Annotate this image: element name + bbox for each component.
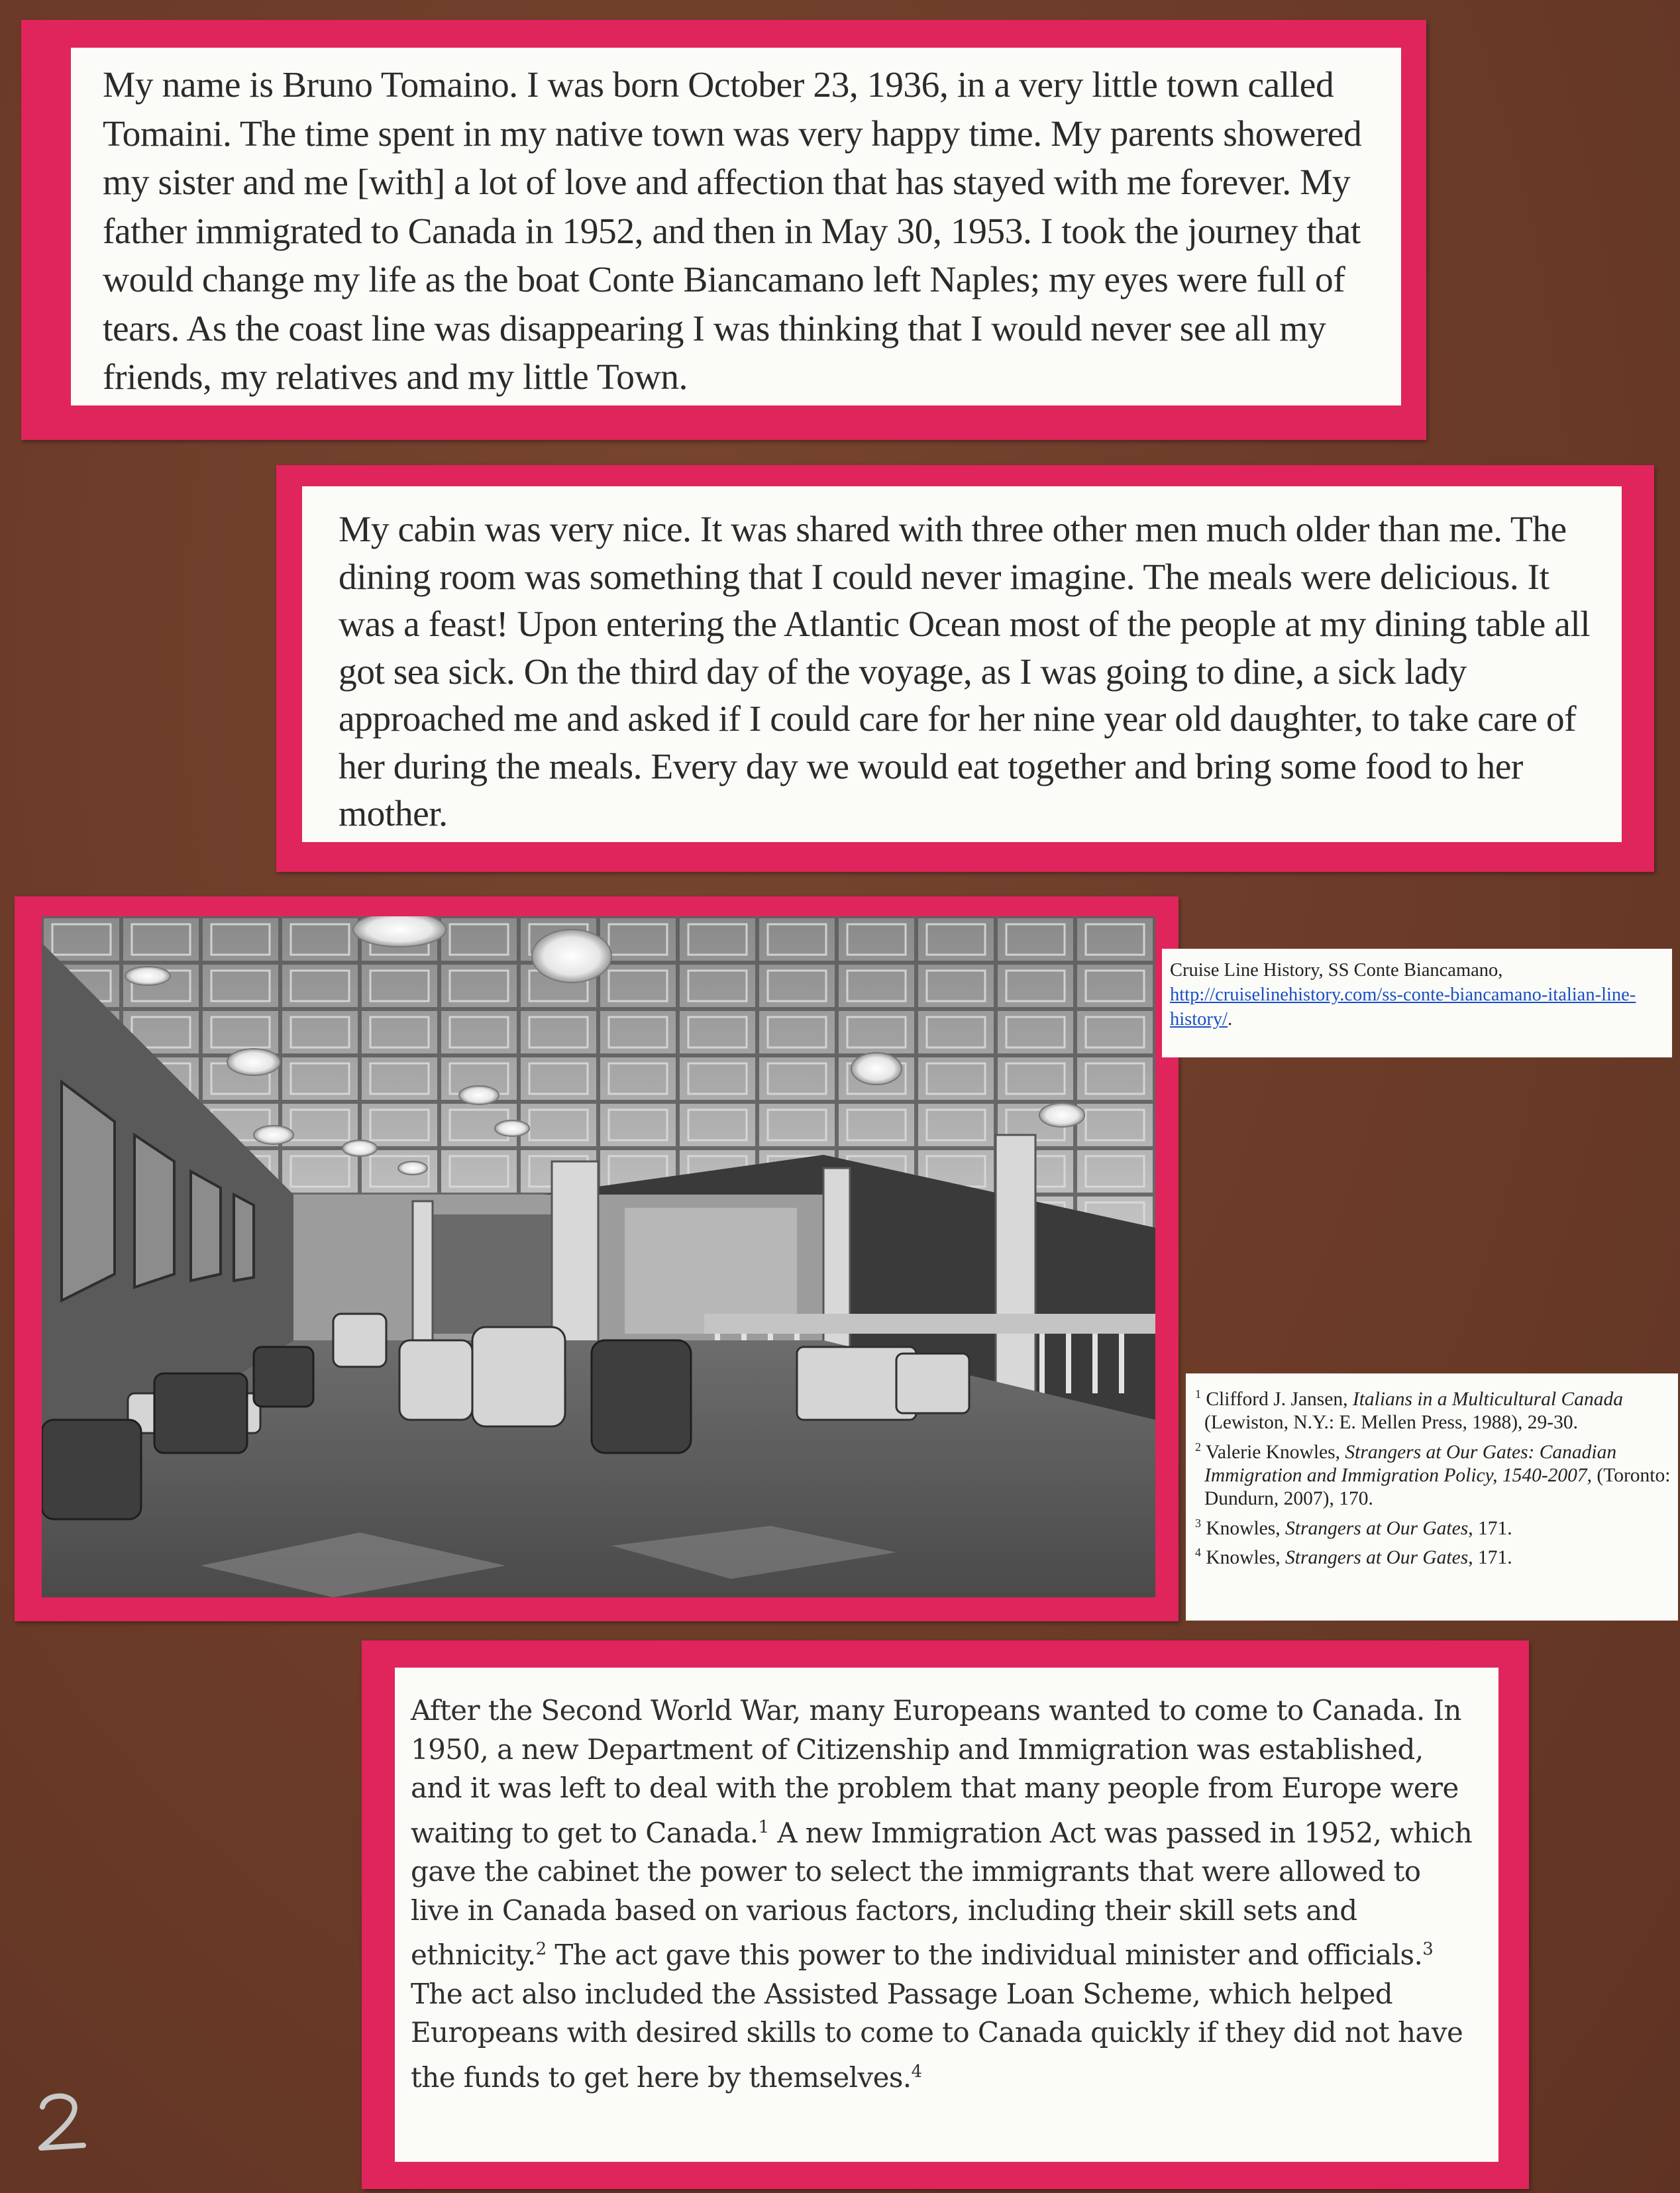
page-number	[30, 2087, 97, 2160]
caption-link[interactable]: http://cruiselinehistory.com/ss-conte-biancamano-italian-line-history/	[1170, 985, 1636, 1030]
dining-room-photo	[42, 916, 1155, 1597]
caption-suffix: .	[1228, 1009, 1233, 1030]
panel-1-card	[71, 48, 1401, 405]
panel-1-text: My name is Bruno Tomaino. I was born October 23, 1936, in a very little town called Tomaini. The time spent in my native town was very happy time. My parents showered my sister and me [with] a lot of love and affection that has stayed with me forever. My father immigrated to Canada in 1952, and then in May 30, 1953. I took the journey that would change my life as the boat Conte Biancamano left Naples; my eyes were full of tears. As the coast line was disappearing I was thinking that I would never see all my friends, my relatives and my little Town.	[103, 65, 1362, 398]
dining-room-illustration	[42, 916, 1155, 1597]
footnote-3: $^3$ Knowles, Strangers at Our Gates, 171.	[1195, 1516, 1512, 1539]
photo-caption	[1162, 949, 1672, 1057]
panel-2-card	[302, 486, 1622, 842]
footnote-2: $^2$ Valerie Knowles, Strangers at Our Gates: Canadian Immigration and Immigration Policy, 1540-2007, (Toronto: Dundurn, 2007), 170.	[1195, 1440, 1671, 1509]
panel-2-text: My cabin was very nice. It was shared with three other men much older than me. The dining room was something that I could never imagine. The meals were delicious. It was a feast! Upon entering the Atlantic Ocean most of the people at my dining table all got sea sick. On the third day of the voyage, as I was going to dine, a sick lady approached me and asked if I could care for her nine year old daughter, to take care of her during the meals. Every day we would eat together and bring some food to her mother.	[339, 509, 1591, 834]
footnote-1: $^1$ Clifford J. Jansen, Italians in a Multicultural Canada (Lewiston, N.Y.: E. Mellen Press, 1988), 29-30.	[1195, 1387, 1623, 1433]
caption-prefix: Cruise Line History, SS Conte Biancamano,	[1170, 960, 1503, 981]
panel-3-text: After the Second World War, many Europeans wanted to come to Canada. In 1950, a new Department of Citizenship and Immigration was established, and it was left to deal with the problem that many people from Europe were waiting to get to Canada.$^1$ A new Immigration Act was passed in 1952, which gave the cabinet the power to select the immigrants that were allowed to live in Canada based on various factors, including their skill sets and ethnicity.$^2$ The act gave this power to the individual minister and officials.$^3$ The act also included the Assisted Passage Loan Scheme, which helped Europeans with desired skills to come to Canada quickly if they did not have the funds to get here by themselves.$^4$	[411, 1694, 1473, 2094]
panel-3-card	[395, 1668, 1498, 2162]
footnotes-box	[1186, 1373, 1678, 1621]
footnote-4: $^4$ Knowles, Strangers at Our Gates, 171.	[1195, 1546, 1512, 1569]
